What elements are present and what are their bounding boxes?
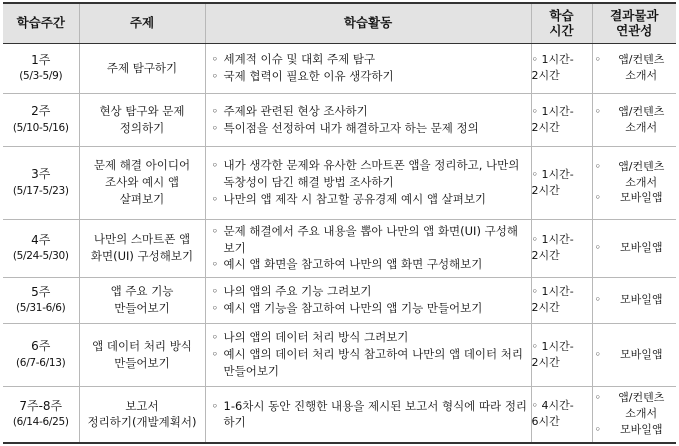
topic-line: 앱 데이터 처리 방식	[92, 338, 192, 353]
week-cell	[3, 219, 79, 277]
output-cell	[592, 386, 676, 443]
output-cell	[592, 323, 676, 386]
table-row	[3, 323, 676, 386]
topic-line: 보고서	[125, 398, 159, 413]
topic-line: 조사와 예시 앱	[105, 175, 179, 190]
week-label: 2주	[31, 104, 51, 119]
activity-item: ◦ 내가 생각한 문제와 유사한 스마트폰 앱을 정리하고, 나만의 독창성이 담긴 해결 방법 조사하기	[206, 157, 531, 190]
hours-max: 2시간	[531, 120, 560, 134]
week-label: 4주	[31, 232, 51, 247]
activity-item: ◦ 예시 앱의 데이터 처리 방식 참고하여 나만의 앱 데이터 처리 만들어보기	[206, 346, 531, 379]
activity-cell	[205, 323, 531, 386]
output-item: ◦ 앱/컨텐츠 소개서	[593, 390, 677, 422]
header-activity: 학습활동	[205, 3, 531, 43]
header-output: 결과물과 연관성	[592, 3, 676, 43]
hours-cell	[531, 219, 592, 277]
week-range: (6/14-6/25)	[12, 416, 69, 429]
topic-cell	[79, 93, 205, 146]
table-row	[3, 386, 676, 443]
hours-cell	[531, 277, 592, 323]
hours-cell	[531, 323, 592, 386]
week-range: (5/3-5/9)	[19, 70, 63, 83]
output-item: ◦ 앱/컨텐츠 소개서	[593, 104, 677, 136]
hours-min: ◦ 1시간-	[532, 284, 592, 300]
topic-line: 만들어보기	[114, 301, 170, 315]
activity-item: ◦ 나만의 앱 제작 시 참고할 공유경제 예시 앱 살펴보기	[206, 191, 531, 208]
table-row	[3, 146, 676, 219]
output-item: ◦ 모바일앱	[593, 292, 677, 308]
output-item: ◦ 모바일앱	[593, 422, 677, 438]
output-cell	[592, 219, 676, 277]
activity-item: ◦ 나의 앱의 주요 기능 그려보기	[206, 283, 531, 300]
hours-max: 2시간	[531, 69, 560, 82]
activity-item: ◦ 문제 해결에서 주요 내용을 뽑아 나만의 앱 화면(UI) 구성해보기	[206, 223, 531, 256]
output-cell	[592, 93, 676, 146]
week-range: (6/7-6/13)	[16, 356, 66, 369]
topic-line: 정리하기(개발계획서)	[87, 415, 197, 430]
output-item: ◦ 앱/컨텐츠 소개서	[593, 159, 677, 191]
topic-line: 나만의 스마트폰 앱	[93, 232, 191, 247]
topic-line: 주제 탐구하기	[106, 60, 178, 75]
week-label: 1주	[31, 52, 51, 67]
topic-cell	[79, 146, 205, 219]
table-row	[3, 43, 676, 93]
topic-cell	[79, 219, 205, 277]
activity-cell	[205, 219, 531, 277]
table-row	[3, 93, 676, 146]
output-item: ◦ 모바일앱	[593, 240, 677, 256]
hours-min: ◦ 1시간-	[532, 232, 592, 248]
hours-max: 2시간	[531, 183, 560, 197]
week-range: (5/17-5/23)	[12, 184, 69, 197]
topic-line: 현상 탐구와 문제	[99, 103, 185, 118]
output-item: ◦ 모바일앱	[593, 347, 677, 363]
activity-cell	[205, 43, 531, 93]
table-row	[3, 277, 676, 323]
activity-item: ◦ 주제와 관련된 현상 조사하기	[206, 103, 531, 120]
activity-cell	[205, 386, 531, 443]
week-cell	[3, 323, 79, 386]
activity-item: ◦ 특이점을 선정하여 내가 해결하고자 하는 문제 정의	[206, 120, 531, 137]
week-cell	[3, 386, 79, 443]
output-cell	[592, 277, 676, 323]
header-hours: 학습 시간	[531, 3, 592, 43]
topic-line: 살펴보기	[119, 191, 165, 206]
hours-min: ◦ 1시간-	[532, 52, 592, 68]
activity-item: ◦ 1-6차시 동안 진행한 내용을 제시된 보고서 형식에 따라 정리하기	[206, 398, 531, 431]
activity-item: ◦ 예시 앱 화면을 참고하여 나만의 앱 화면 구성해보기	[206, 256, 531, 273]
topic-cell	[79, 43, 205, 93]
activity-cell	[205, 277, 531, 323]
activity-item: ◦ 세계적 이슈 및 대회 주제 탐구	[206, 51, 531, 68]
topic-cell	[79, 277, 205, 323]
activity-item: ◦ 국제 협력이 필요한 이유 생각하기	[206, 68, 531, 85]
activity-cell	[205, 146, 531, 219]
topic-cell	[79, 386, 205, 443]
hours-min: ◦ 1시간-	[532, 104, 592, 120]
activity-item: ◦ 나의 앱의 데이터 처리 방식 그려보기	[206, 329, 531, 346]
week-range: (5/10-5/16)	[12, 121, 69, 134]
hours-cell	[531, 43, 592, 93]
week-cell	[3, 277, 79, 323]
week-label: 3주	[31, 167, 51, 182]
topic-line: 정의하기	[119, 120, 165, 135]
output-item: ◦ 모바일앱	[593, 190, 677, 206]
hours-cell	[531, 93, 592, 146]
schedule-table	[3, 2, 676, 444]
hours-cell	[531, 386, 592, 443]
topic-line: 만들어보기	[114, 355, 170, 370]
topic-line: 앱 주요 기능	[110, 284, 174, 299]
activity-cell	[205, 93, 531, 146]
hours-max: 2시간	[531, 301, 560, 314]
week-label: 6주	[31, 339, 51, 354]
hours-max: 2시간	[531, 355, 560, 369]
header-row	[3, 3, 676, 43]
header-week: 학습주간	[3, 3, 79, 43]
week-cell	[3, 43, 79, 93]
header-topic: 주제	[79, 3, 205, 43]
hours-max: 6시간	[531, 415, 560, 429]
topic-line: 화면(UI) 구성해보기	[90, 249, 194, 263]
hours-min: ◦ 1시간-	[532, 339, 592, 355]
topic-line: 문제 해결 아이디어	[93, 158, 191, 173]
hours-cell	[531, 146, 592, 219]
hours-min: ◦ 4시간-	[532, 398, 592, 414]
output-cell	[592, 146, 676, 219]
week-range: (5/31-6/6)	[16, 302, 66, 315]
week-label: 5주	[31, 284, 51, 299]
week-range: (5/24-5/30)	[12, 250, 69, 263]
week-cell	[3, 93, 79, 146]
hours-min: ◦ 1시간-	[532, 167, 592, 183]
table-row	[3, 219, 676, 277]
week-label: 7주-8주	[19, 398, 63, 413]
week-cell	[3, 146, 79, 219]
output-item: ◦ 앱/컨텐츠 소개서	[593, 52, 677, 84]
hours-max: 2시간	[531, 249, 560, 262]
topic-cell	[79, 323, 205, 386]
activity-item: ◦ 예시 앱 기능을 참고하여 나만의 앱 기능 만들어보기	[206, 300, 531, 317]
output-cell	[592, 43, 676, 93]
